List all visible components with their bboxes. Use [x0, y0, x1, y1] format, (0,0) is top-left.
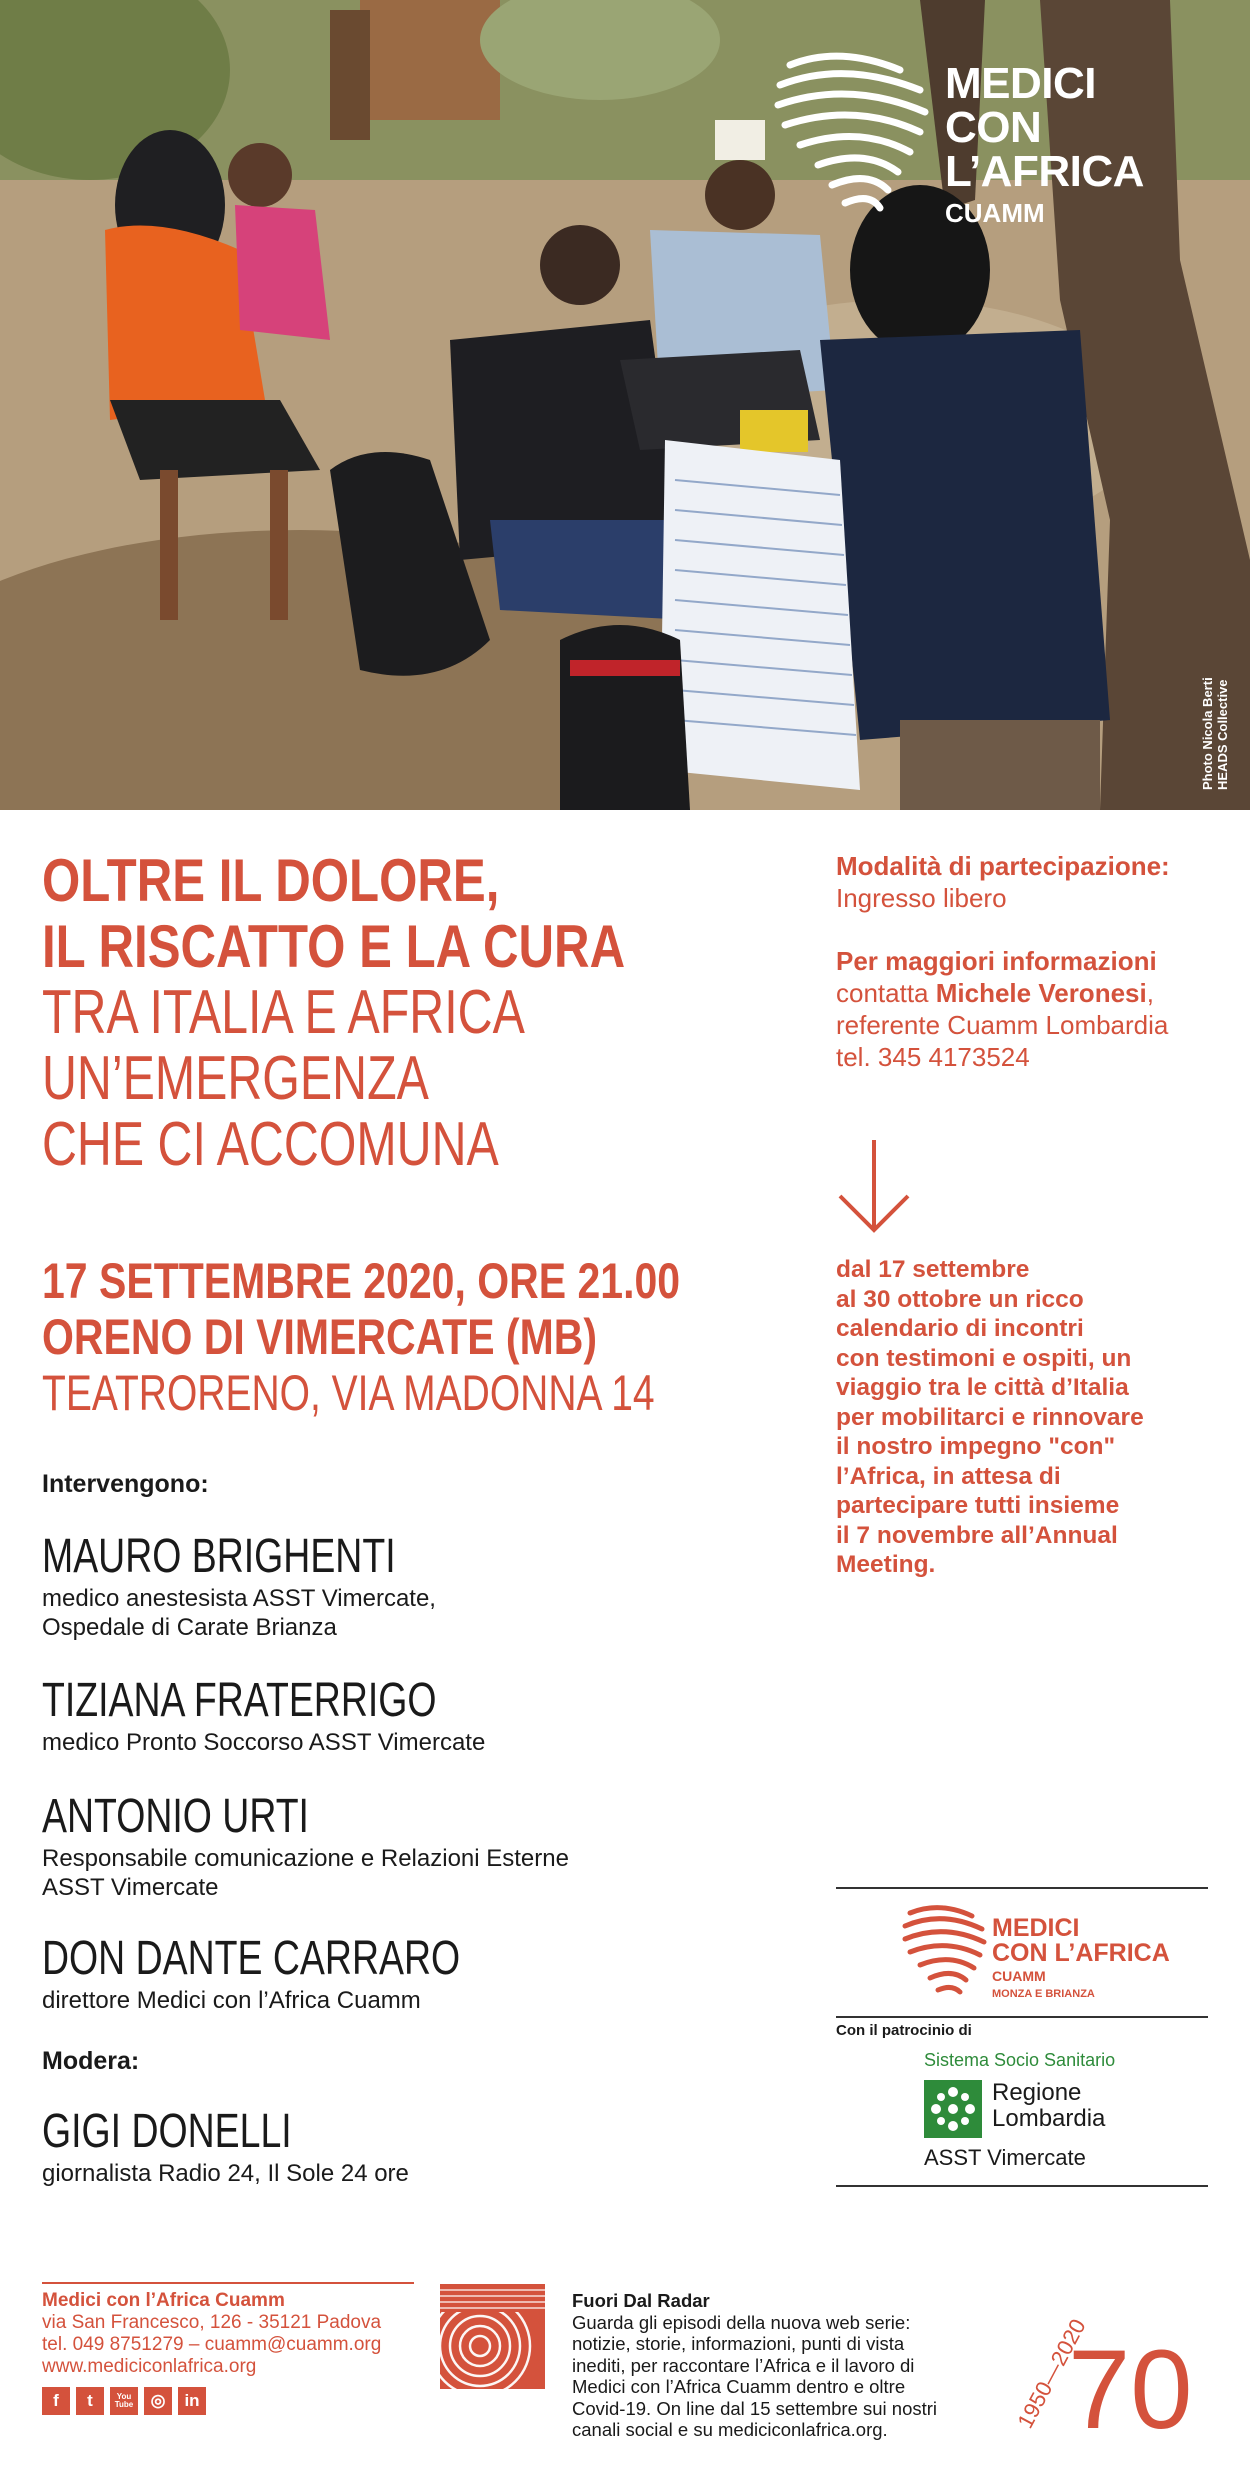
- calendar-line: al 30 ottobre un ricco: [836, 1285, 1084, 1313]
- logo-line-con-lafrica: CON L’AFRICA: [945, 103, 1144, 196]
- contact-phone[interactable]: tel. 345 4173524: [836, 1042, 1030, 1072]
- divider: [836, 2016, 1208, 2018]
- contact-prefix: contatta: [836, 978, 936, 1008]
- footer-address: via San Francesco, 126 - 35121 Padova: [42, 2312, 382, 2333]
- speaker-name: TIZIANA FRATERRIGO: [42, 1674, 437, 1727]
- speakers-label: Intervengono:: [42, 1470, 209, 1498]
- anniversary-years: 1950—2020: [1012, 2314, 1091, 2433]
- speaker-name: ANTONIO URTI: [42, 1790, 309, 1843]
- anniversary-70-logo: [1008, 2280, 1218, 2440]
- logo-line-con-lafrica: CON L’AFRICA: [992, 1939, 1170, 1967]
- photo-credit: [1200, 677, 1230, 790]
- title-line-2: IL RISCATTO E LA CURA: [42, 913, 626, 980]
- logo-line-monza-brianza: MONZA E BRIANZA: [992, 1988, 1095, 2000]
- logo-line-cuamm: CUAMM: [992, 1968, 1046, 1984]
- photo-credit-line2: HEADS Collective: [1215, 679, 1230, 790]
- fuori-dal-radar-text: [572, 2290, 952, 2441]
- moderator-role: giornalista Radio 24, Il Sole 24 ore: [42, 2160, 409, 2187]
- fuori-dal-radar-logo: [440, 2284, 545, 2389]
- footer-contacts: [42, 2290, 442, 2378]
- event-venue: TEATRORENO, VIA MADONNA 14: [42, 1365, 655, 1421]
- subtitle-line-2: UN’EMERGENZA: [42, 1044, 429, 1113]
- contact-info: [836, 945, 1216, 1073]
- contact-name: Michele Veronesi: [935, 978, 1147, 1008]
- info-label: Per maggiori informazioni: [836, 946, 1157, 976]
- regione-name: [992, 2080, 1105, 2132]
- speaker-name: MAURO BRIGHENTI: [42, 1530, 396, 1583]
- photo-credit-line1: Photo Nicola Berti: [1200, 677, 1215, 790]
- medici-con-lafrica-logo: [770, 40, 1230, 228]
- moderator-name: GIGI DONELLI: [42, 2105, 292, 2158]
- footer-org: Medici con l’Africa Cuamm: [42, 2290, 285, 2311]
- event-title: [42, 848, 802, 1178]
- hero-photo: [0, 0, 1250, 810]
- event-when-where: [42, 1253, 802, 1421]
- calendar-line: partecipare tutti insieme: [836, 1492, 1120, 1519]
- participation-label: Modalità di partecipazione:: [836, 851, 1170, 881]
- fdr-line: inediti, per raccontare l’Africa e il lavoro di: [572, 2354, 915, 2376]
- footer-divider: [42, 2282, 414, 2284]
- sistema-socio-sanitario: Sistema Socio Sanitario: [924, 2050, 1116, 2070]
- speaker-name: DON DANTE CARRARO: [42, 1932, 461, 1985]
- speaker-role: Ospedale di Carate Brianza: [42, 1614, 337, 1641]
- calendar-line: calendario di incontri: [836, 1315, 1084, 1342]
- asst-vimercate: ASST Vimercate: [924, 2145, 1086, 2170]
- fdr-line: Covid-19. On line dal 15 settembre sui nostri: [572, 2397, 938, 2419]
- speaker: [42, 1932, 762, 2015]
- moderator-label: Modera:: [42, 2047, 140, 2075]
- fdr-title: Fuori Dal Radar: [572, 2290, 710, 2311]
- title-line-1: OLTRE IL DOLORE,: [42, 847, 500, 914]
- divider: [836, 1887, 1208, 1889]
- participation-info: [836, 850, 1216, 914]
- cuamm-monza-brianza-logo: [900, 1898, 1180, 2008]
- youtube-icon[interactable]: You Tube: [110, 2387, 138, 2415]
- radar-icon: [440, 2284, 545, 2389]
- calendar-line: Meeting.: [836, 1551, 936, 1578]
- social-icons: [42, 2387, 206, 2415]
- calendar-line: l’Africa, in attesa di: [836, 1462, 1061, 1490]
- logo-line-medici: MEDICI: [992, 1914, 1080, 1942]
- moderator: [42, 2105, 762, 2188]
- speaker-role: direttore Medici con l’Africa Cuamm: [42, 1987, 421, 2014]
- regione-line-1: Regione: [992, 2079, 1082, 2106]
- africa-stripes-icon: [770, 40, 935, 220]
- calendar-line: con testimoni e ospiti, un: [836, 1344, 1132, 1372]
- speaker-role: medico anestesista ASST Vimercate,: [42, 1585, 436, 1612]
- linkedin-icon[interactable]: in: [178, 2387, 206, 2415]
- logo-line-medici: MEDICI: [945, 59, 1096, 108]
- divider: [836, 2185, 1208, 2187]
- fdr-line: canali social e su mediciconlafrica.org.: [572, 2419, 888, 2440]
- africa-stripes-icon: [900, 1898, 988, 1998]
- fdr-line: Medici con l’Africa Cuamm dentro e oltre: [572, 2376, 906, 2397]
- speaker-role: medico Pronto Soccorso ASST Vimercate: [42, 1729, 486, 1756]
- fdr-line: notizie, storie, informazioni, punti di vista: [572, 2333, 905, 2354]
- footer-contacts-line[interactable]: tel. 049 8751279 – cuamm@cuamm.org: [42, 2334, 382, 2355]
- speaker-role: ASST Vimercate: [42, 1874, 219, 1901]
- event-place: ORENO DI VIMERCATE (MB): [42, 1309, 598, 1365]
- footer-website-link[interactable]: www.mediciconlafrica.org: [42, 2356, 257, 2377]
- subtitle-line-1: TRA ITALIA E AFRICA: [42, 978, 525, 1047]
- facebook-icon[interactable]: f: [42, 2387, 70, 2415]
- speaker: [42, 1530, 762, 1642]
- logo-line-cuamm: CUAMM: [945, 198, 1045, 228]
- calendar-line: dal 17 settembre: [836, 1256, 1030, 1283]
- calendar-line: il 7 novembre all’Annual: [836, 1521, 1118, 1549]
- subtitle-line-3: CHE CI ACCOMUNA: [42, 1110, 499, 1179]
- twitter-icon[interactable]: t: [76, 2387, 104, 2415]
- speaker: [42, 1790, 762, 1902]
- speaker: [42, 1674, 762, 1757]
- contact-suffix: ,: [1146, 978, 1154, 1008]
- arrow-down-icon: [836, 1138, 912, 1238]
- patronage-label: Con il patrocinio di: [836, 2022, 972, 2039]
- event-date: 17 SETTEMBRE 2020, ORE 21.00: [42, 1253, 681, 1309]
- anniversary-number: 70: [1068, 2327, 1193, 2440]
- camunian-rose-icon: [924, 2080, 982, 2138]
- regione-line-2: Lombardia: [992, 2105, 1106, 2132]
- calendar-line: per mobilitarci e rinnovare: [836, 1403, 1144, 1431]
- participation-value: Ingresso libero: [836, 883, 1007, 913]
- calendar-description: [836, 1255, 1216, 1580]
- instagram-icon[interactable]: ◎: [144, 2387, 172, 2415]
- contact-line: [836, 977, 1216, 1009]
- fdr-line: Guarda gli episodi della nuova web serie:: [572, 2311, 911, 2333]
- calendar-line: viaggio tra le città d’Italia: [836, 1374, 1129, 1401]
- speaker-role: Responsabile comunicazione e Relazioni Esterne: [42, 1845, 569, 1872]
- regione-lombardia-logo: [920, 2050, 1160, 2180]
- calendar-line: il nostro impegno "con": [836, 1433, 1116, 1460]
- regione-rose-icon: [924, 2080, 982, 2138]
- contact-role: referente Cuamm Lombardia: [836, 1010, 1169, 1040]
